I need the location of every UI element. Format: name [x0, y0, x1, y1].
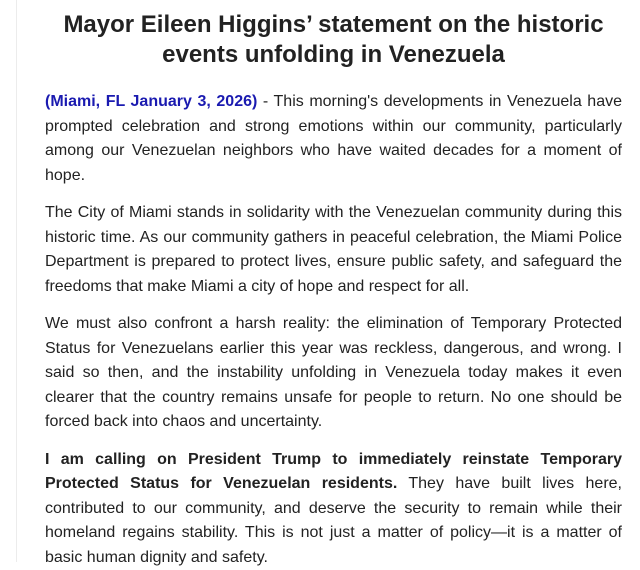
- paragraph-2: The City of Miami stands in solidarity with the Venezuelan community during this historic time. As our community gathers in peaceful celebration, the Miami Police Department is prepared to protect lives, ensure public safety, and safeguard the freedoms that make Miami a city of hope and respect for all.: [45, 201, 622, 299]
- paragraph-3: We must also confront a harsh reality: the elimination of Temporary Protected Status for Venezuelans earlier this year was reckless, dangerous, and wrong. I said so then, and the instability unfolding in Venezuela today makes it even clearer that the country remains unsafe for people to return. No one should be forced back into chaos and uncertainty.: [45, 312, 622, 435]
- statement-title: Mayor Eileen Higgins’ statement on the historic events unfolding in Venezuela: [45, 10, 622, 70]
- dateline: (Miami, FL January 3, 2026): [45, 93, 257, 110]
- page-left-rule: [16, 0, 17, 562]
- paragraph-4-text: They have built lives here, contributed to our community, and deserve the security to remain while their homeland regains stability. This is not just a matter of policy—it is a matter of basic human dignity and safety.: [45, 475, 622, 566]
- statement-page: [45, 10, 622, 570]
- paragraph-4-emphasis: I am calling on President Trump to immediately reinstate Temporary Protected Status for Venezuelan residents.: [45, 451, 622, 493]
- paragraph-1-text: - This morning's developments in Venezuela have prompted celebration and strong emotions within our community, particularly among our Venezuelan neighbors who have waited decades for a moment of hope.: [45, 93, 622, 184]
- paragraph-4: [45, 448, 622, 570]
- paragraph-1: [45, 90, 622, 188]
